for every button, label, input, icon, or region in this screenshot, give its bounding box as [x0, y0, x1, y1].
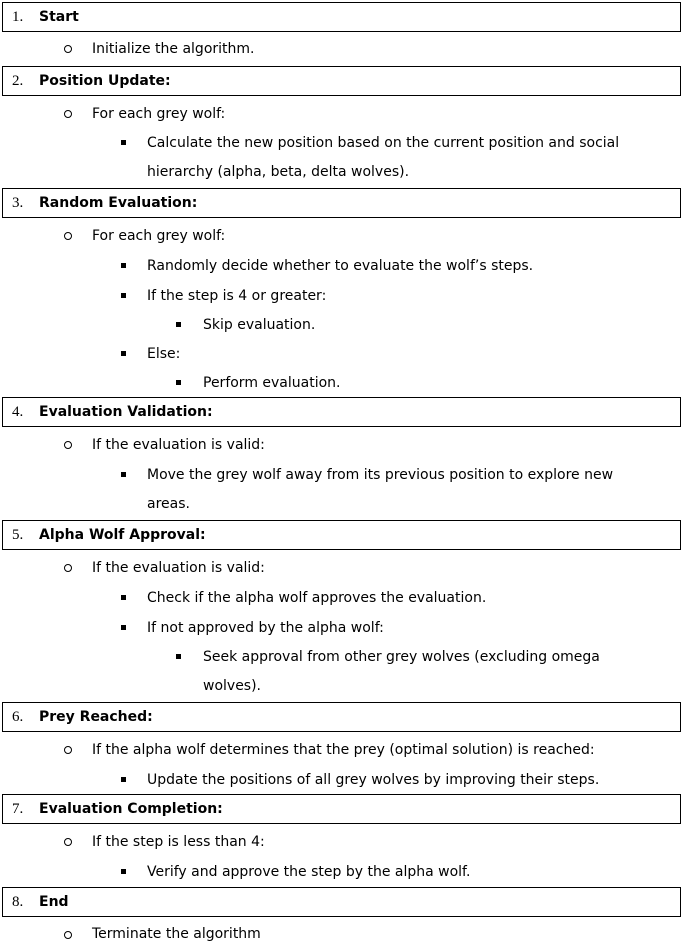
- step-header-7: [2, 794, 681, 824]
- step-title: Evaluation Completion:: [39, 801, 223, 817]
- list-item: If not approved by the alpha wolf:: [147, 620, 384, 636]
- step-title: Alpha Wolf Approval:: [39, 527, 206, 543]
- hollow-circle-bullet-icon: [64, 110, 72, 118]
- step-number: 8.: [12, 894, 24, 910]
- list-item: If the evaluation is valid:: [92, 437, 265, 453]
- list-item: Verify and approve the step by the alpha wolf.: [147, 864, 471, 880]
- list-item: If the step is less than 4:: [92, 834, 265, 850]
- square-bullet-icon: [121, 351, 126, 356]
- hollow-circle-bullet-icon: [64, 746, 72, 754]
- hollow-circle-bullet-icon: [64, 45, 72, 53]
- list-item: Randomly decide whether to evaluate the wolf’s steps.: [147, 258, 534, 274]
- list-item: If the evaluation is valid:: [92, 560, 265, 576]
- list-item: Calculate the new position based on the current position and social: [147, 135, 620, 151]
- hollow-circle-bullet-icon: [64, 232, 72, 240]
- list-item: Else:: [147, 346, 181, 362]
- hollow-circle-bullet-icon: [64, 441, 72, 449]
- step-title: Evaluation Validation:: [39, 404, 213, 420]
- list-item: Perform evaluation.: [203, 375, 341, 391]
- step-title: Position Update:: [39, 73, 171, 89]
- square-bullet-icon: [121, 777, 126, 782]
- list-item-continuation: wolves).: [203, 678, 262, 694]
- step-number: 2.: [12, 73, 24, 89]
- list-item: Move the grey wolf away from its previous position to explore new: [147, 467, 614, 483]
- hollow-circle-bullet-icon: [64, 564, 72, 572]
- list-item: Terminate the algorithm: [92, 926, 261, 942]
- hollow-circle-bullet-icon: [64, 931, 72, 939]
- list-item: Skip evaluation.: [203, 317, 316, 333]
- step-header-2: [2, 66, 681, 96]
- square-bullet-icon: [121, 263, 126, 268]
- list-item: Check if the alpha wolf approves the evaluation.: [147, 590, 487, 606]
- step-number: 7.: [12, 801, 24, 817]
- step-number: 1.: [12, 9, 24, 25]
- list-item: For each grey wolf:: [92, 228, 226, 244]
- list-item: If the alpha wolf determines that the prey (optimal solution) is reached:: [92, 742, 595, 758]
- square-bullet-icon: [121, 293, 126, 298]
- list-item: For each grey wolf:: [92, 106, 226, 122]
- step-header-8: [2, 887, 681, 917]
- list-item-continuation: areas.: [147, 496, 190, 512]
- square-bullet-icon: [176, 380, 181, 385]
- square-bullet-icon: [121, 595, 126, 600]
- step-header-6: [2, 702, 681, 732]
- list-item: Seek approval from other grey wolves (excluding omega: [203, 649, 600, 665]
- step-title: End: [39, 894, 69, 910]
- list-item: If the step is 4 or greater:: [147, 288, 327, 304]
- step-number: 6.: [12, 709, 24, 725]
- step-title: Start: [39, 9, 79, 25]
- step-header-3: [2, 188, 681, 218]
- step-header-5: [2, 520, 681, 550]
- step-number: 4.: [12, 404, 24, 420]
- list-item: Initialize the algorithm.: [92, 41, 255, 57]
- square-bullet-icon: [121, 140, 126, 145]
- square-bullet-icon: [121, 625, 126, 630]
- square-bullet-icon: [176, 322, 181, 327]
- step-number: 5.: [12, 527, 24, 543]
- hollow-circle-bullet-icon: [64, 838, 72, 846]
- list-item: Update the positions of all grey wolves by improving their steps.: [147, 772, 600, 788]
- step-title: Random Evaluation:: [39, 195, 198, 211]
- square-bullet-icon: [121, 869, 126, 874]
- step-number: 3.: [12, 195, 24, 211]
- step-header-4: [2, 397, 681, 427]
- square-bullet-icon: [176, 654, 181, 659]
- square-bullet-icon: [121, 472, 126, 477]
- step-title: Prey Reached:: [39, 709, 153, 725]
- list-item-continuation: hierarchy (alpha, beta, delta wolves).: [147, 164, 410, 180]
- step-header-1: [2, 2, 681, 32]
